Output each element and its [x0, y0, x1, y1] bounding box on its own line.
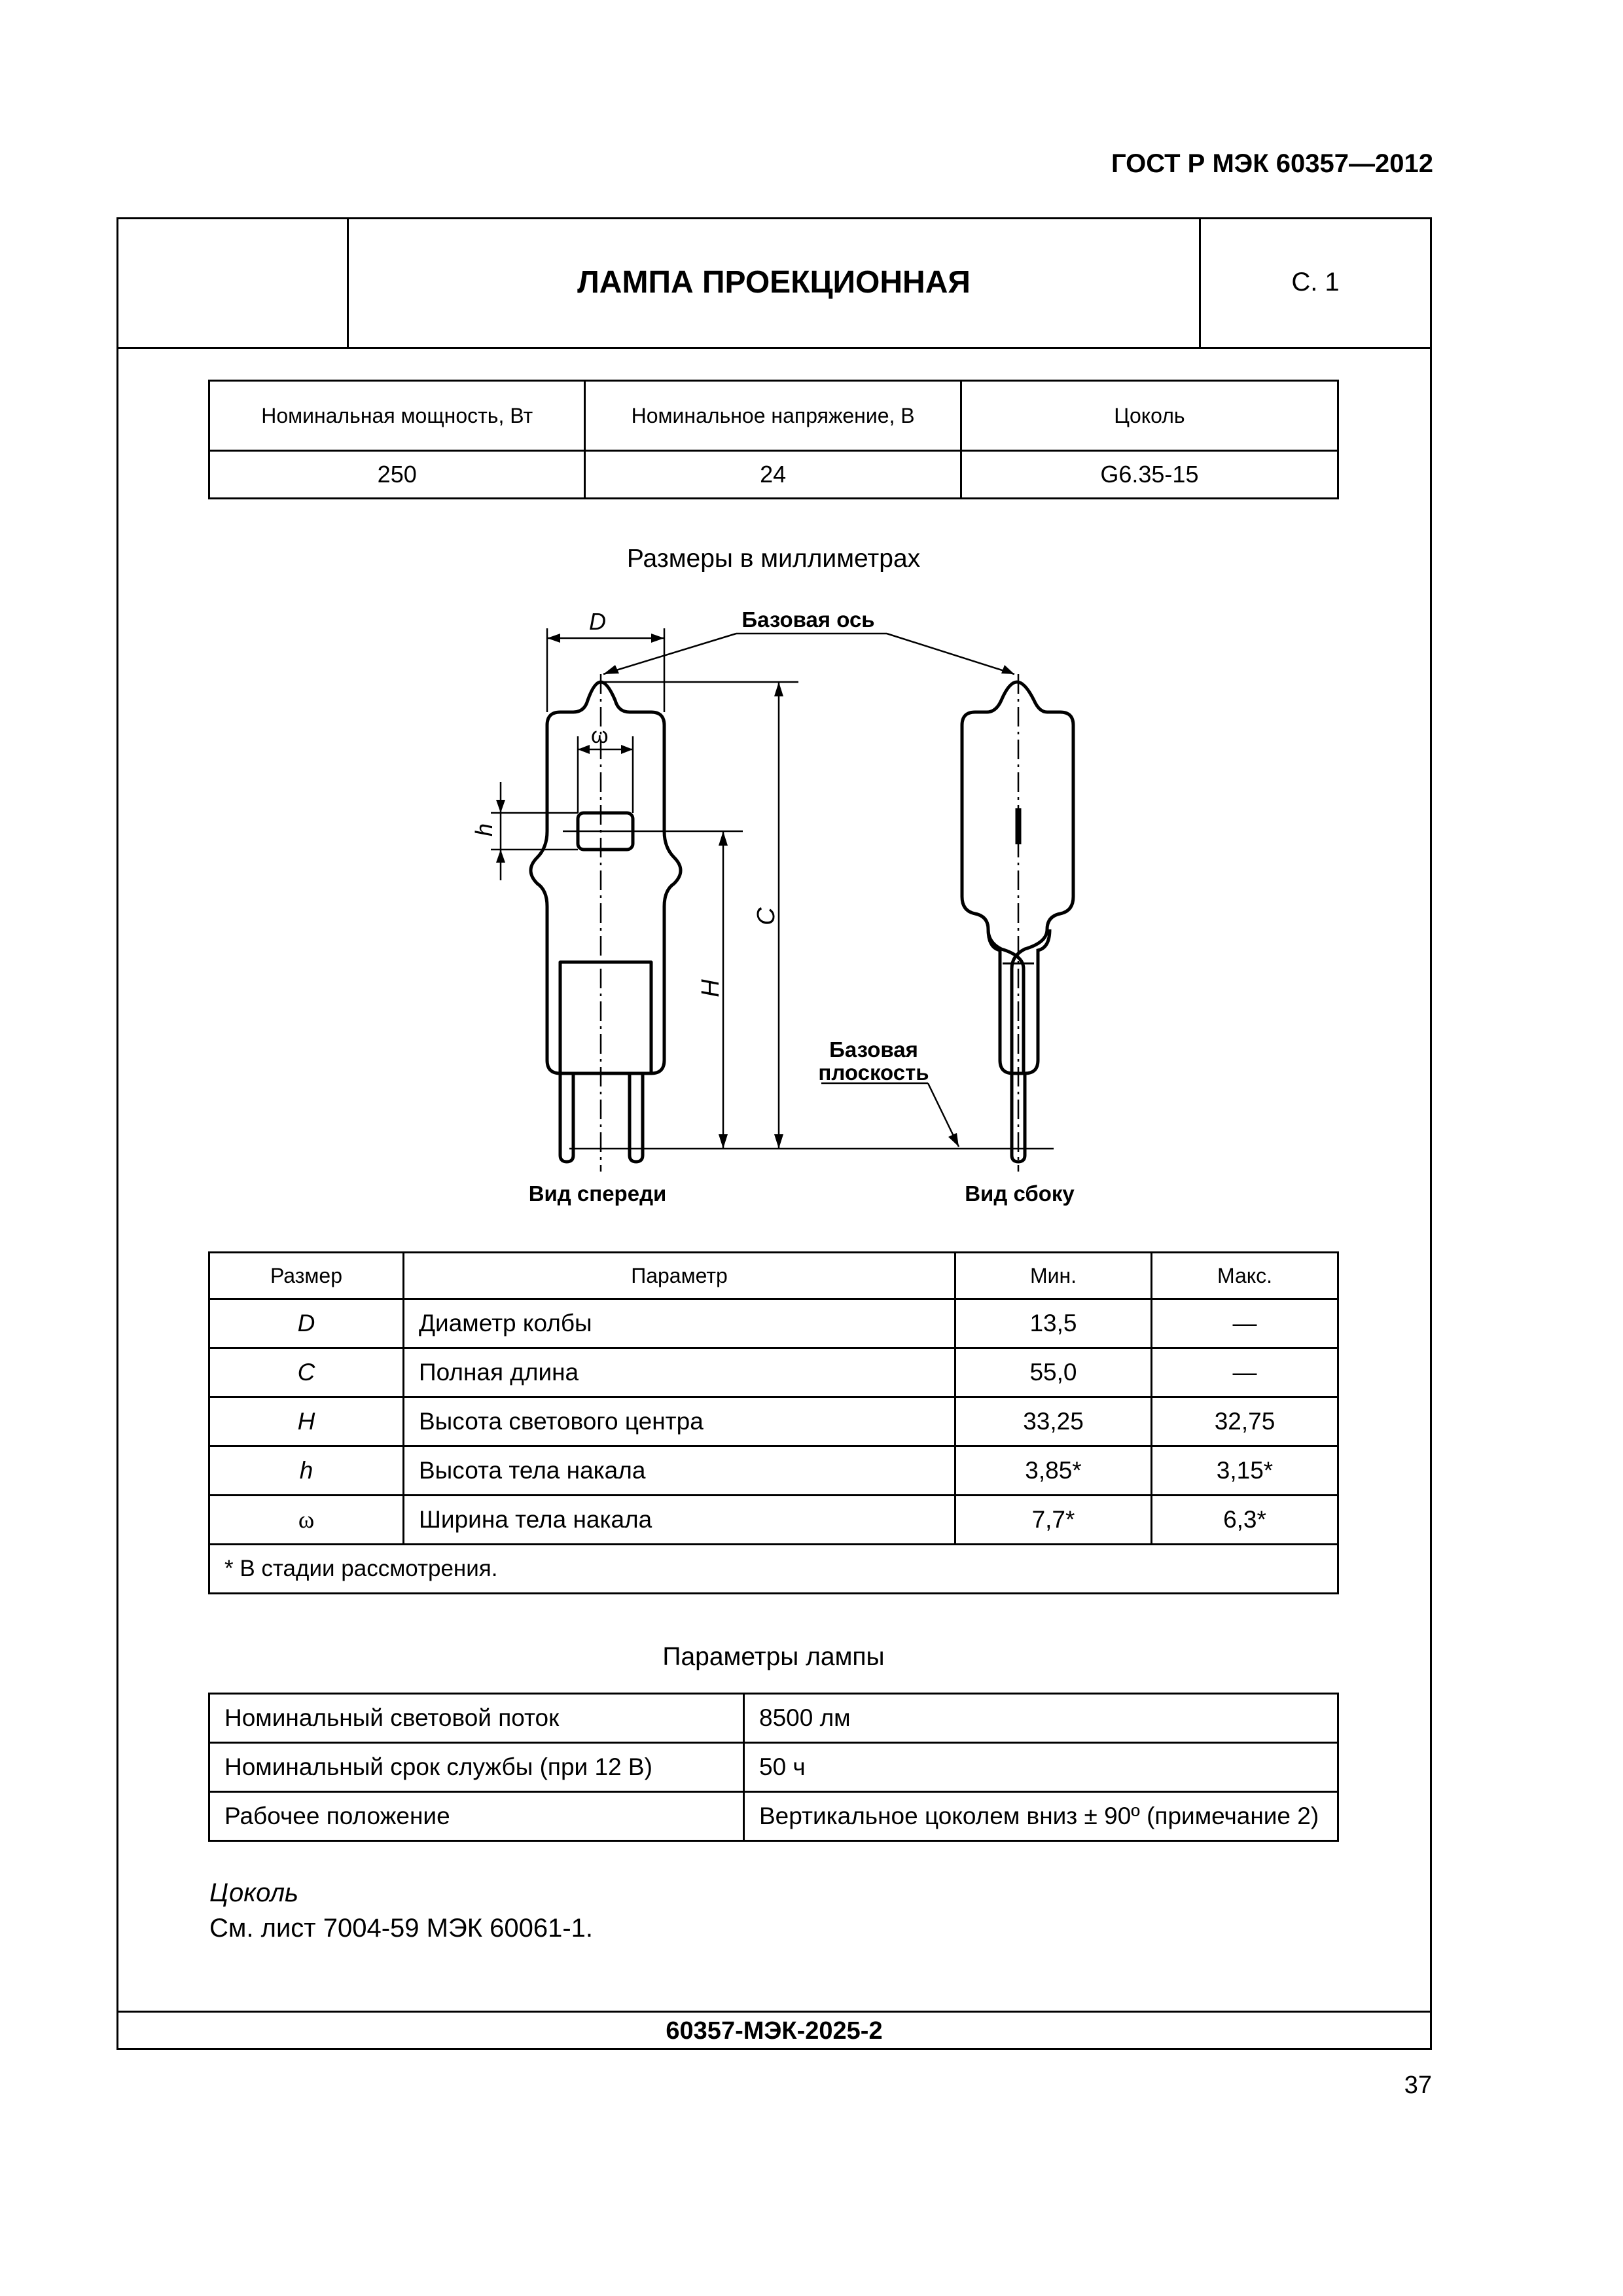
- label-D: D: [589, 608, 606, 635]
- row-symbol: H: [209, 1397, 404, 1446]
- row-parameter: Полная длина: [404, 1348, 955, 1397]
- param-value: 50 ч: [744, 1743, 1338, 1792]
- drawing-caption: Размеры в миллиметрах: [626, 545, 921, 573]
- reference-axis-leader-left: [603, 634, 736, 674]
- sheet-code: 60357-МЭК-2025-2: [666, 2017, 883, 2045]
- row-max: —: [1152, 1348, 1338, 1397]
- row-symbol: C: [209, 1348, 404, 1397]
- row-max: 32,75: [1152, 1397, 1338, 1446]
- label-reference-plane-2: плоскость: [818, 1060, 929, 1085]
- header-min: Мин.: [955, 1253, 1152, 1299]
- row-min: 3,85*: [955, 1446, 1152, 1496]
- table-row: [209, 1743, 1338, 1792]
- header-power: Номинальная мощность, Вт: [209, 381, 585, 451]
- row-min: 7,7*: [955, 1496, 1152, 1545]
- label-reference-axis: Базовая ось: [741, 607, 875, 632]
- label-front-view: Вид спереди: [528, 1181, 667, 1206]
- table-row: [209, 1446, 1338, 1496]
- header-max: Макс.: [1152, 1253, 1338, 1299]
- dimensions-table: [208, 1251, 1339, 1594]
- value-socket: G6.35-15: [961, 451, 1338, 499]
- param-name: Номинальный срок службы (при 12 В): [209, 1743, 744, 1792]
- row-parameter: Высота светового центра: [404, 1397, 955, 1446]
- table-row: [209, 1397, 1338, 1446]
- row-min: 13,5: [955, 1299, 1152, 1348]
- standard-number: ГОСТ Р МЭК 60357—2012: [1111, 149, 1433, 178]
- sheet-title: ЛАМПА ПРОЕКЦИОННАЯ: [577, 264, 971, 300]
- value-voltage: 24: [585, 451, 961, 499]
- header-size: Размер: [209, 1253, 404, 1299]
- table-row: [209, 1694, 1338, 1743]
- row-symbol: h: [209, 1446, 404, 1496]
- table-row: [209, 1299, 1338, 1348]
- row-min: 33,25: [955, 1397, 1152, 1446]
- row-symbol: D: [209, 1299, 404, 1348]
- header-parameter: Параметр: [404, 1253, 955, 1299]
- label-h: h: [471, 823, 497, 837]
- label-omega: ω: [591, 723, 609, 748]
- label-H: H: [697, 979, 724, 997]
- value-power: 250: [209, 451, 585, 499]
- param-name: Номинальный световой поток: [209, 1694, 744, 1743]
- row-parameter: Ширина тела накала: [404, 1496, 955, 1545]
- param-name: Рабочее положение: [209, 1792, 744, 1841]
- row-parameter: Диаметр колбы: [404, 1299, 955, 1348]
- row-max: 6,3*: [1152, 1496, 1338, 1545]
- row-max: —: [1152, 1299, 1338, 1348]
- label-C: C: [753, 907, 780, 925]
- table-row: [209, 1348, 1338, 1397]
- param-value: 8500 лм: [744, 1694, 1338, 1743]
- row-symbol: ω: [209, 1496, 404, 1545]
- row-max: 3,15*: [1152, 1446, 1338, 1496]
- table-footnote: * В стадии рассмотрения.: [209, 1545, 1338, 1594]
- reference-axis-leader-right: [887, 634, 1014, 674]
- lamp-params-caption: Параметры лампы: [662, 1643, 885, 1671]
- lamp-params-table: [208, 1693, 1339, 1842]
- page-number: 37: [1404, 2072, 1432, 2099]
- row-parameter: Высота тела накала: [404, 1446, 955, 1496]
- socket-heading: Цоколь: [209, 1878, 299, 1907]
- sheet-number: С. 1: [1291, 267, 1340, 296]
- label-reference-plane-1: Базовая: [829, 1037, 918, 1062]
- header-socket: Цоколь: [961, 381, 1338, 451]
- header-voltage: Номинальное напряжение, В: [585, 381, 961, 451]
- table-row: [209, 1496, 1338, 1545]
- table-row: [209, 1792, 1338, 1841]
- row-min: 55,0: [955, 1348, 1152, 1397]
- socket-reference: См. лист 7004-59 МЭК 60061-1.: [209, 1914, 594, 1943]
- param-value: Вертикальное цоколем вниз ± 90º (примечание 2): [744, 1792, 1338, 1841]
- label-side-view: Вид сбоку: [965, 1181, 1075, 1206]
- front-pinch-block: [560, 962, 651, 1073]
